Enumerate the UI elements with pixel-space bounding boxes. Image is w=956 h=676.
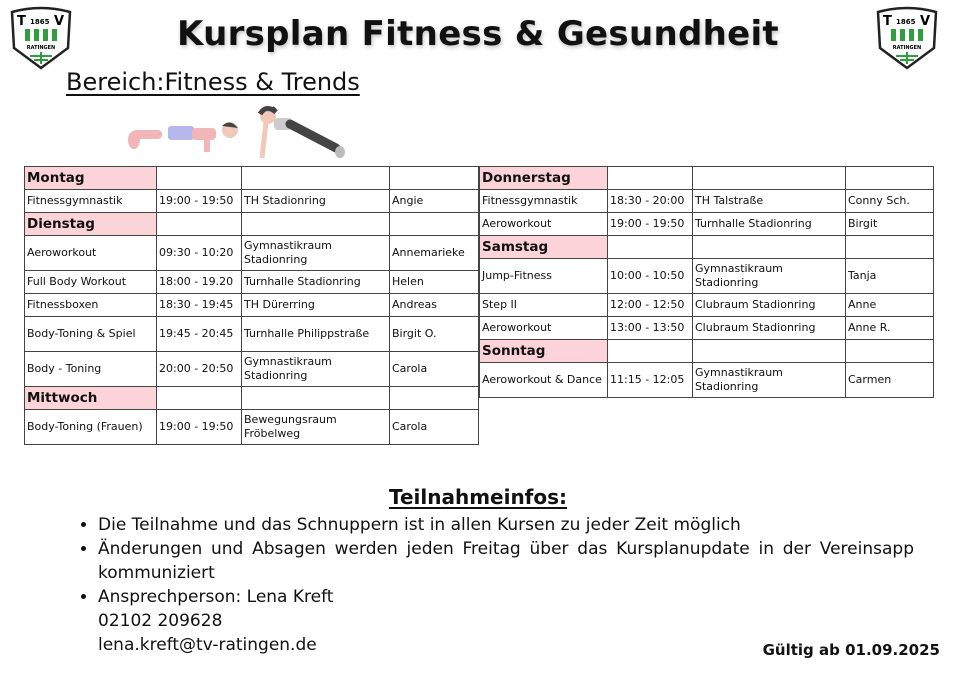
empty-cell — [693, 236, 846, 259]
course-time: 19:00 - 19:50 — [157, 410, 242, 445]
course-row — [480, 213, 934, 236]
day-row — [480, 236, 934, 259]
course-name: Aeroworkout — [480, 213, 608, 236]
day-label: Montag — [25, 167, 157, 190]
empty-cell — [157, 213, 242, 236]
valid-from: Gültig ab 01.09.2025 — [762, 641, 940, 659]
svg-text:1865: 1865 — [896, 18, 916, 26]
info-list — [72, 513, 914, 657]
course-row — [25, 271, 479, 294]
course-name: Body-Toning (Frauen) — [25, 410, 157, 445]
course-time: 19:45 - 20:45 — [157, 317, 242, 352]
day-row — [480, 167, 934, 190]
empty-cell — [846, 236, 934, 259]
course-time: 10:00 - 10:50 — [608, 259, 693, 294]
course-location: Clubraum Stadionring — [693, 294, 846, 317]
course-trainer: Conny Sch. — [846, 190, 934, 213]
course-name: Step II — [480, 294, 608, 317]
svg-text:T: T — [883, 14, 892, 29]
course-location: TH Talstraße — [693, 190, 846, 213]
page-title: Kursplan Fitness & Gesundheit — [177, 14, 779, 54]
day-row — [25, 167, 479, 190]
course-location: Turnhalle Philippstraße — [242, 317, 390, 352]
empty-cell — [608, 167, 693, 190]
course-row — [480, 317, 934, 340]
course-location: Turnhalle Stadionring — [693, 213, 846, 236]
pushup-illustration — [126, 104, 346, 162]
svg-text:V: V — [920, 14, 931, 29]
course-row — [25, 236, 479, 271]
empty-cell — [157, 387, 242, 410]
day-label: Mittwoch — [25, 387, 157, 410]
course-row — [480, 190, 934, 213]
course-name: Fitnessboxen — [25, 294, 157, 317]
course-location: Clubraum Stadionring — [693, 317, 846, 340]
course-row — [25, 352, 479, 387]
course-time: 18:30 - 20:00 — [608, 190, 693, 213]
svg-text:1865: 1865 — [30, 18, 50, 26]
empty-cell — [608, 340, 693, 363]
contact-email[interactable]: lena.kreft@tv-ratingen.de — [98, 635, 317, 655]
course-trainer: Birgit — [846, 213, 934, 236]
course-row — [480, 294, 934, 317]
course-name: Body - Toning — [25, 352, 157, 387]
empty-cell — [242, 167, 390, 190]
course-row — [25, 294, 479, 317]
day-label: Donnerstag — [480, 167, 608, 190]
empty-cell — [242, 213, 390, 236]
course-location: Gymnastikraum Stadionring — [242, 352, 390, 387]
day-label: Sonntag — [480, 340, 608, 363]
course-trainer: Carmen — [846, 363, 934, 398]
empty-cell — [390, 167, 479, 190]
day-row — [25, 213, 479, 236]
course-time: 13:00 - 13:50 — [608, 317, 693, 340]
course-trainer: Carola — [390, 410, 479, 445]
section-heading: Bereich:Fitness & Trends — [66, 68, 360, 96]
course-trainer: Anne R. — [846, 317, 934, 340]
svg-text:V: V — [54, 14, 65, 29]
empty-cell — [693, 167, 846, 190]
course-trainer: Carola — [390, 352, 479, 387]
course-name: Jump-Fitness — [480, 259, 608, 294]
empty-cell — [608, 236, 693, 259]
empty-cell — [693, 340, 846, 363]
course-location: Turnhalle Stadionring — [242, 271, 390, 294]
day-row — [480, 340, 934, 363]
course-time: 19:00 - 19:50 — [157, 190, 242, 213]
info-item: • Die Teilnahme und das Schnuppern ist in allen Kursen zu jeder Zeit möglich — [98, 513, 914, 537]
svg-text:RATINGEN: RATINGEN — [26, 45, 56, 51]
course-trainer: Birgit O. — [390, 317, 479, 352]
course-time: 20:00 - 20:50 — [157, 352, 242, 387]
schedule-table-right — [479, 166, 934, 398]
empty-cell — [390, 387, 479, 410]
course-location: Gymnastikraum Stadionring — [242, 236, 390, 271]
info-item: • Änderungen und Absagen werden jeden Freitag über das Kursplanupdate in der Vereinsapp kommuniziert — [98, 537, 914, 585]
course-time: 09:30 - 10:20 — [157, 236, 242, 271]
contact-phone: 02102 209628 — [98, 611, 223, 631]
course-time: 12:00 - 12:50 — [608, 294, 693, 317]
course-row — [25, 410, 479, 445]
course-name: Full Body Workout — [25, 271, 157, 294]
course-row — [25, 317, 479, 352]
course-location: Gymnastikraum Stadionring — [693, 363, 846, 398]
course-time: 18:00 - 19.20 — [157, 271, 242, 294]
svg-text:RATINGEN: RATINGEN — [892, 45, 922, 51]
day-label: Samstag — [480, 236, 608, 259]
day-label: Dienstag — [25, 213, 157, 236]
empty-cell — [846, 340, 934, 363]
course-trainer: Andreas — [390, 294, 479, 317]
empty-cell — [242, 387, 390, 410]
empty-cell — [846, 167, 934, 190]
course-time: 19:00 - 19:50 — [608, 213, 693, 236]
course-name: Aeroworkout & Dance — [480, 363, 608, 398]
course-location: Gymnastikraum Stadionring — [693, 259, 846, 294]
info-heading: Teilnahmeinfos: — [388, 485, 568, 509]
course-location: Bewegungsraum Fröbelweg — [242, 410, 390, 445]
course-name: Aeroworkout — [480, 317, 608, 340]
course-row — [480, 363, 934, 398]
course-trainer: Angie — [390, 190, 479, 213]
course-location: TH Dürerring — [242, 294, 390, 317]
day-row — [25, 387, 479, 410]
course-name: Aeroworkout — [25, 236, 157, 271]
course-trainer: Tanja — [846, 259, 934, 294]
schedule-table-left — [24, 166, 479, 445]
course-trainer: Helen — [390, 271, 479, 294]
course-trainer: Anne — [846, 294, 934, 317]
course-time: 18:30 - 19:45 — [157, 294, 242, 317]
course-trainer: Annemarieke — [390, 236, 479, 271]
course-name: Fitnessgymnastik — [480, 190, 608, 213]
course-name: Fitnessgymnastik — [25, 190, 157, 213]
svg-text:T: T — [17, 14, 26, 29]
course-row — [25, 190, 479, 213]
course-time: 11:15 - 12:05 — [608, 363, 693, 398]
course-location: TH Stadionring — [242, 190, 390, 213]
contact-person: Ansprechperson: Lena Kreft — [98, 587, 334, 607]
course-name: Body-Toning & Spiel — [25, 317, 157, 352]
course-row — [480, 259, 934, 294]
empty-cell — [390, 213, 479, 236]
empty-cell — [157, 167, 242, 190]
